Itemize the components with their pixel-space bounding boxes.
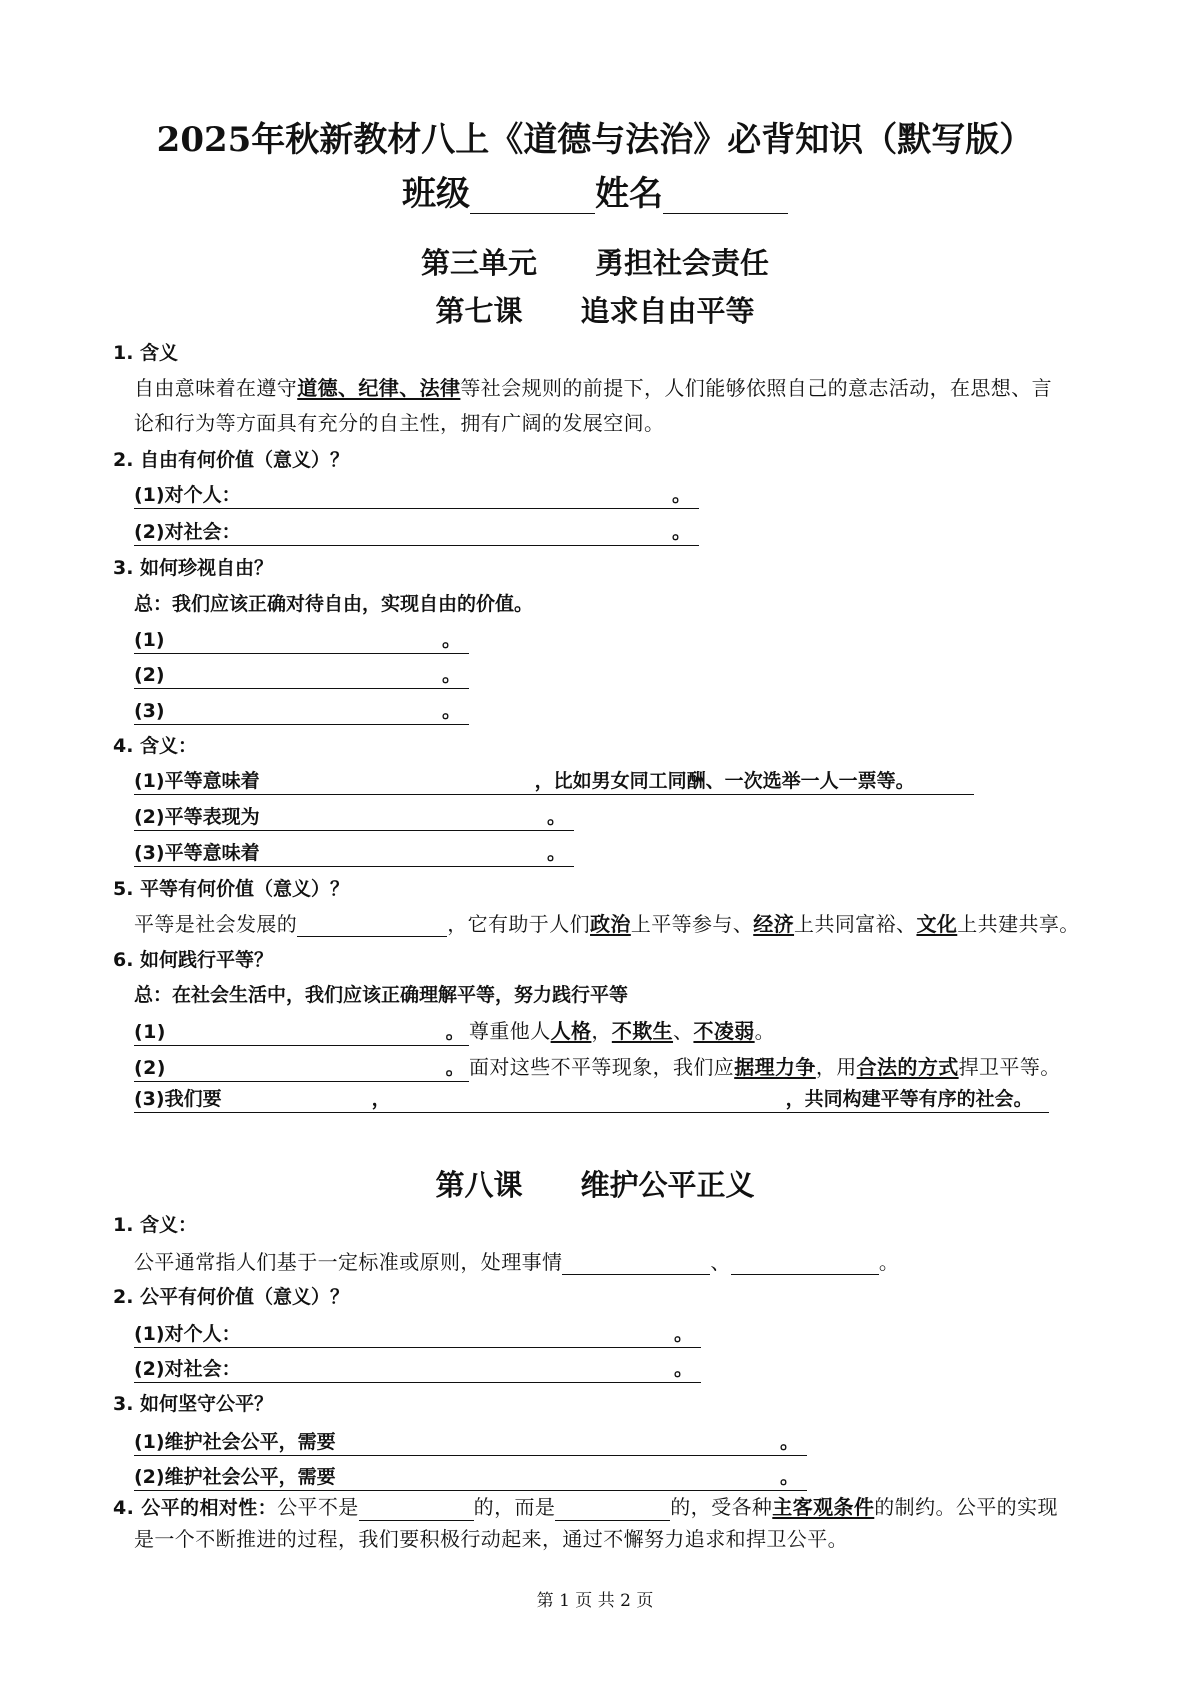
label: (2)维护社会公平，需要 [134,1466,336,1488]
l7-q5-text [134,911,1080,937]
l7-q3-1 [134,627,469,654]
period: 。 [445,1021,465,1043]
label: (2)对社会： [134,521,241,543]
text: 的制约。公平的实现 [874,1495,1058,1519]
text: 的，受各种 [670,1495,773,1519]
blank[interactable] [562,1252,710,1275]
text: ， [371,1088,391,1110]
period: 。 [673,1358,693,1380]
label: (2) [134,1057,166,1079]
keyword: 道德、纪律、法律 [297,376,461,400]
text: ，比如男女同工同酬、一次选举一人一票等。 [534,770,915,792]
l8-q2-1 [134,1321,701,1348]
name-label: 姓名 [595,174,663,214]
keyword: 人格 [550,1019,592,1043]
text: 捍卫平等。 [958,1055,1061,1079]
label: (1) [134,1021,166,1043]
period: 。 [673,1323,693,1345]
text: 面对这些不平等现象，我们应 [469,1055,735,1079]
l7-q4-heading: 4. 含义： [113,735,198,757]
label: (1)对个人： [134,484,241,506]
label: (2)对社会： [134,1358,241,1380]
label: (1)平等意味着 [134,770,260,792]
page-title: 2025年秋新教材八上《道德与法治》必背知识（默写版） [156,120,1034,160]
label: (3) [134,700,165,722]
l8-q3-2 [134,1464,807,1491]
lesson8-title: 第八课 维护公平正义 [435,1168,755,1202]
keyword: 不凌弱 [693,1019,755,1043]
l7-q3-heading: 3. 如何珍视自由？ [113,557,274,579]
lesson7-title: 第七课 追求自由平等 [435,294,755,328]
keyword: 合法的方式 [856,1055,959,1079]
l7-q1-text1 [134,375,1052,401]
l7-q6-2 [134,1054,1061,1082]
unit-title: 第三单元 勇担社会责任 [420,246,769,280]
text: 等社会规则的前提下，人们能够依照自己的意志活动，在思想、言 [460,376,1053,400]
l7-q6-3 [134,1086,1049,1113]
period: 。 [878,1250,900,1274]
l7-q2-2 [134,519,699,546]
l8-q1-heading: 1. 含义： [113,1214,198,1236]
l8-q4-text1 [113,1494,1058,1521]
label: (1)维护社会公平，需要 [134,1431,336,1453]
label: (1) [134,629,165,651]
keyword: 主客观条件 [772,1495,875,1519]
period: 。 [671,521,691,543]
l7-q3-3 [134,698,469,725]
text: 上共同富裕、 [794,912,917,936]
text: 自由意味着在遵守 [134,376,298,400]
l7-q3-total: 总：我们应该正确对待自由，实现自由的价值。 [134,593,534,615]
period: 。 [779,1431,799,1453]
l7-q4-3 [134,840,574,867]
keyword: 政治 [590,912,631,936]
period: 。 [671,484,691,506]
l8-q3-heading: 3. 如何坚守公平？ [113,1393,274,1415]
l7-q1-heading: 1. 含义 [113,342,179,364]
period: 。 [441,629,461,651]
text: 尊重他人 [469,1019,551,1043]
text: 上平等参与、 [630,912,754,936]
label: (3)平等意味着 [134,842,260,864]
l7-q5-heading: 5. 平等有何价值（意义）？ [113,878,350,900]
blank[interactable] [297,914,447,937]
name-blank[interactable] [663,183,788,214]
l7-q2-heading: 2. 自由有何价值（意义）？ [113,449,350,471]
l7-q2-1 [134,482,699,509]
keyword: 文化 [916,912,958,936]
l7-q3-2 [134,662,469,689]
text: 上共建共享。 [957,912,1080,936]
label: (3)我们要 [134,1088,222,1110]
class-label: 班级 [402,174,470,214]
l7-q4-1 [134,768,974,795]
keyword: 据理力争 [734,1055,816,1079]
period: 。 [441,700,461,722]
l8-q2-2 [134,1356,701,1383]
l8-q4-heading: 4. 公平的相对性： [113,1497,278,1519]
l7-q4-2 [134,804,574,831]
text: 公平通常指人们基于一定标准或原则，处理事情 [134,1250,563,1274]
label: (2) [134,664,165,686]
class-name-line [0,174,1190,214]
blank[interactable] [731,1252,879,1275]
period: 。 [445,1057,465,1079]
text: ， [591,1019,612,1043]
l7-q6-heading: 6. 如何践行平等？ [113,949,274,971]
text: 的，而是 [473,1495,556,1519]
page-footer: 第 1 页 共 2 页 [536,1591,654,1611]
l7-q6-total: 总：在社会生活中，我们应该正确理解平等，努力践行平等 [134,984,629,1006]
period: 。 [546,842,566,864]
keyword: 不欺生 [611,1019,674,1043]
text: 。 [754,1019,776,1043]
text: ，用 [815,1055,857,1079]
period: 。 [779,1466,799,1488]
label: (1)对个人： [134,1323,241,1345]
text: ，它有助于人们 [447,912,591,936]
text: 公平不是 [277,1495,359,1519]
blank[interactable] [555,1498,670,1521]
text: 、 [710,1250,731,1274]
text: ，共同构建平等有序的社会。 [785,1088,1033,1110]
label: (2)平等表现为 [134,806,260,828]
l8-q2-heading: 2. 公平有何价值（意义）？ [113,1286,350,1308]
l7-q1-text2: 论和行为等方面具有充分的自主性，拥有广阔的发展空间。 [134,411,665,435]
blank[interactable] [359,1498,474,1521]
class-blank[interactable] [470,183,595,214]
period: 。 [441,664,461,686]
text: 、 [673,1019,694,1043]
l8-q3-1 [134,1429,807,1456]
text: 平等是社会发展的 [134,912,298,936]
keyword: 经济 [753,912,795,936]
l7-q6-1 [134,1018,775,1046]
l8-q1-text [134,1249,899,1275]
l8-q4-text2: 是一个不断推进的过程，我们要积极行动起来，通过不懈努力追求和捍卫公平。 [134,1527,848,1551]
period: 。 [546,806,566,828]
